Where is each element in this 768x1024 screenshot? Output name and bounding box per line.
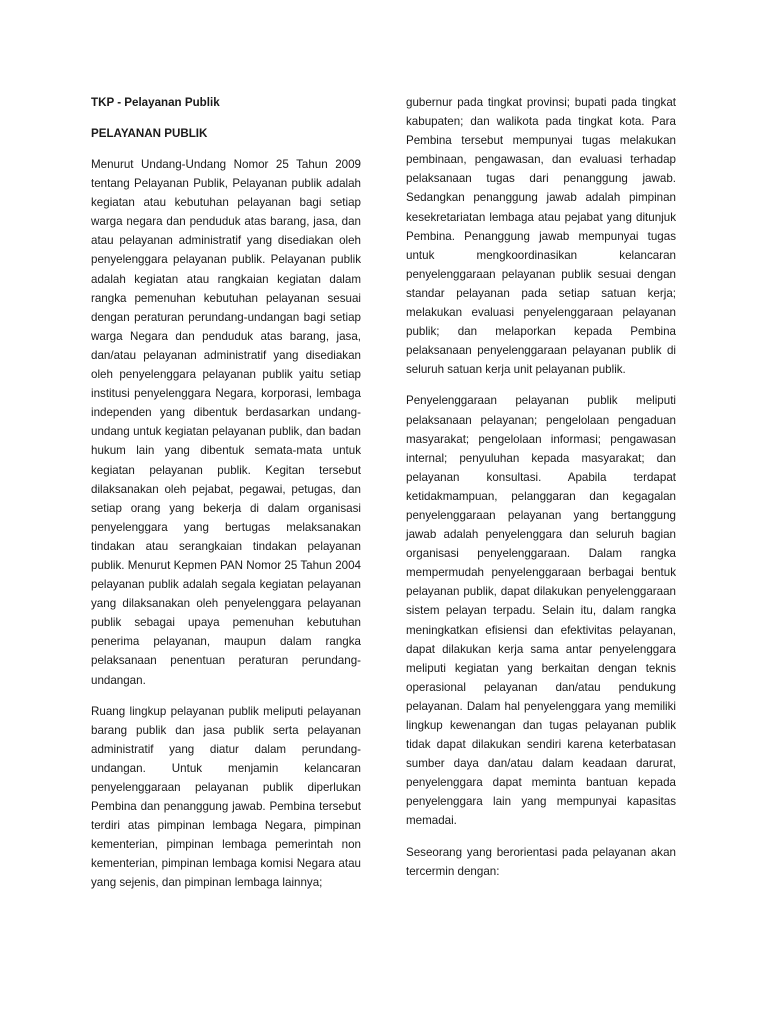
paragraph-pembina: gubernur pada tingkat provinsi; bupati pada tingkat kabupaten; dan walikota pada tingkat kota. Para Pembina tersebut mempunyai tugas melakukan pembinaan, pengawasan, dan evaluasi terhadap pelaksanaan tugas dari penanggung jawab. Sedangkan penanggung jawab adalah pimpinan kesekretariatan lembaga atau pejabat yang ditunjuk Pembina. Penanggung jawab mempunyai tugas untuk mengkoordinasikan kelancaran penyelenggaraan pelayanan publik sesuai dengan standar pelayanan pada setiap satuan kerja; melakukan evaluasi penyelenggaraan pelayanan publik; dan melaporkan kepada Pembina pelaksanaan penyelenggaraan pelayanan publik di seluruh satuan kerja unit pelayanan publik.	[406, 96, 676, 377]
paragraph-orientasi: Seseorang yang berorientasi pada pelayanan akan tercermin dengan:	[406, 845, 676, 878]
paragraph-scope: Ruang lingkup pelayanan publik meliputi pelayanan barang publik dan jasa publik serta pelayanan administratif yang diatur dalam perundang-undangan. Untuk menjamin kelancaran penyelenggaraan pelayanan publik diperlukan Pembina dan penanggung jawab. Pembina tersebut terdiri atas pimpinan lembaga Negara, pimpinan kementerian, pimpinan lembaga pemerintah non kementerian, pimpinan lembaga komisi Negara atau yang sejenis, dan pimpinan lembaga lainnya;	[91, 704, 361, 890]
document-title: TKP - Pelayanan Publik	[91, 96, 220, 109]
paragraph-penyelenggaraan: Penyelenggaraan pelayanan publik meliputi pelaksanaan pelayanan; pengelolaan pengaduan masyarakat; pengelolaan informasi; pengawasan internal; penyuluhan kepada masyarakat; dan pelayanan konsultasi. Apabila terdapat ketidakmampuan, pelanggaran dan kegagalan penyelenggaraan pelayanan yang bertanggung jawab adalah penyelenggara dan seluruh bagian organisasi penyelenggaraan. Dalam rangka mempermudah penyelenggaraan berbagai bentuk pelayanan publik, dapat dilakukan penyelenggaraan sistem pelayan terpadu. Selain itu, dalam rangka meningkatkan efisiensi dan efektivitas pelayanan, dapat dilakukan kerja sama antar penyelenggara meliputi kegiatan yang berkaitan dengan teknis operasional pelayanan dan/atau pendukung pelayanan. Dalam hal penyelenggara yang memiliki lingkup kewenangan dan tugas pelayanan publik tidak dapat dilakukan sendiri karena keterbatasan sumber daya dan/atau dalam keadaan darurat, penyelenggara dapat meminta bantuan kepada penyelenggara lain yang mempunyai kapasitas memadai.	[406, 394, 676, 828]
left-column	[91, 93, 361, 905]
section-heading: PELAYANAN PUBLIK	[91, 127, 208, 140]
right-column	[406, 93, 676, 893]
paragraph-definition: Menurut Undang-Undang Nomor 25 Tahun 2009 tentang Pelayanan Publik, Pelayanan publik adalah kegiatan atau kebutuhan pelayanan bagi setiap warga negara dan penduduk atas barang, jasa, dan atau pelayanan administratif yang disediakan oleh penyelenggara pelayanan publik. Pelayanan publik adalah kegiatan atau rangkaian kegiatan dalam rangka pemenuhan kebutuhan pelayanan sesuai dengan peraturan perundang-undangan bagi setiap warga Negara dan penduduk atas barang, jasa, dan/atau pelayanan administratif yang disediakan oleh penyelenggara pelayanan publik yaitu setiap institusi penyelenggara Negara, korporasi, lembaga independen yang dibentuk berdasarkan undang-undang untuk kegiatan pelayanan publik, dan badan hukum lain yang dibentuk semata-mata untuk kegiatan pelayanan publik. Kegitan tersebut dilaksanakan oleh pejabat, pegawai, petugas, dan setiap orang yang bekerja di dalam organisasi penyelenggara yang bertugas melaksanakan tindakan atau serangkaian tindakan pelayanan publik. Menurut Kepmen PAN Nomor 25 Tahun 2004 pelayanan publik adalah segala kegiatan pelayanan yang dilaksanakan oleh penyelenggara pelayanan publik sebagai upaya pemenuhan kebutuhan penerima pelayanan, maupun dalam rangka pelaksanaan penentuan peraturan perundang-undangan.	[91, 158, 361, 687]
